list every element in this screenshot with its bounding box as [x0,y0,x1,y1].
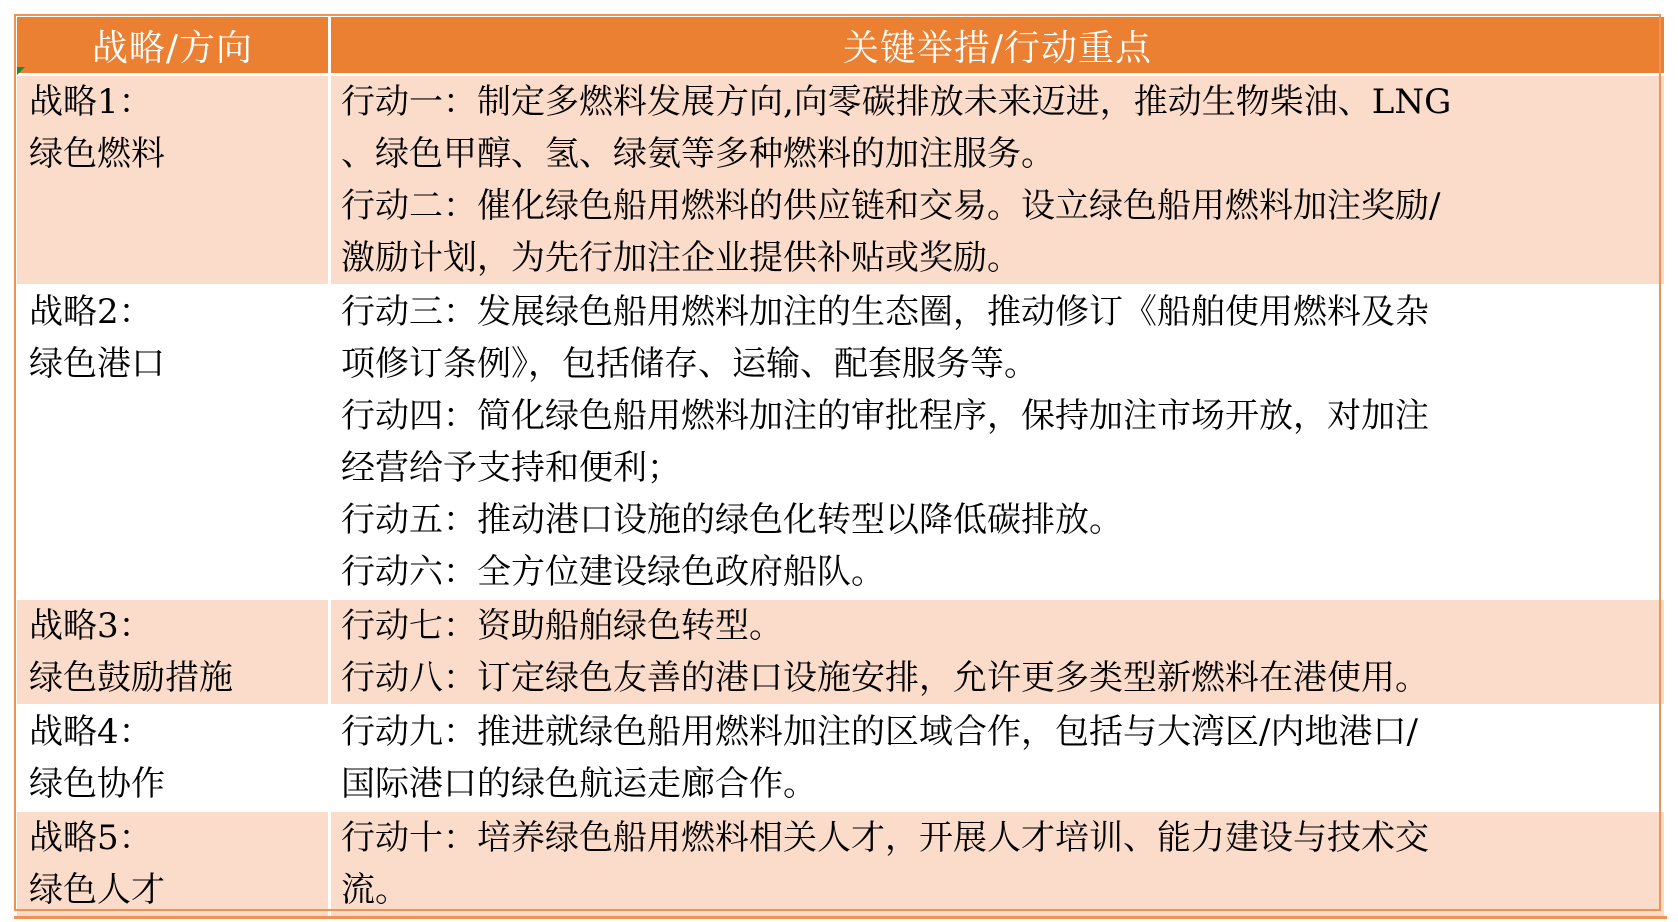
strategy-action-table [14,14,1667,919]
actions-cell [330,285,1666,599]
strategy-number: 战略3： [29,606,153,646]
strategy-cell [16,285,330,599]
header-actions: 关键举措/行动重点 [330,16,1666,75]
actions-cell [330,75,1666,286]
strategy-title: 绿色协作 [29,764,165,804]
action-line: 行动四：简化绿色船用燃料加注的审批程序，保持加注市场开放，对加注 [341,396,1429,436]
strategy-cell [16,705,330,811]
header-row [16,16,1666,75]
action-line: 行动三：发展绿色船用燃料加注的生态圈，推动修订《船舶使用燃料及杂 [341,292,1429,332]
action-line: 行动十：培养绿色船用燃料相关人才，开展人才培训、能力建设与技术交 [341,818,1429,858]
action-item [341,600,1658,652]
action-item [341,286,1658,390]
action-item [341,812,1658,916]
strategy-title: 绿色港口 [29,344,165,384]
strategy-cell [16,811,330,918]
action-line: 激励计划，为先行加注企业提供补贴或奖励。 [341,238,1021,278]
header-strategy: 战略/方向 [16,16,330,75]
action-item [341,706,1658,810]
action-line: 行动五：推动港口设施的绿色化转型以降低碳排放。 [341,500,1123,540]
action-line: 行动九：推进就绿色船用燃料加注的区域合作，包括与大湾区/内地港口/ [341,712,1418,752]
table-row [16,75,1666,286]
action-line: 行动八：订定绿色友善的港口设施安排，允许更多类型新燃料在港使用。 [341,658,1429,698]
table-row [16,811,1666,918]
strategy-number: 战略2： [29,292,153,332]
action-line: 行动六：全方位建设绿色政府船队。 [341,552,885,592]
actions-cell [330,599,1666,705]
table-row [16,705,1666,811]
strategy-cell [16,599,330,705]
action-item [341,652,1658,704]
strategy-number: 战略5： [29,818,153,858]
action-line: 、绿色甲醇、氢、绿氨等多种燃料的加注服务。 [341,134,1055,174]
action-item [341,180,1658,284]
strategy-title: 绿色鼓励措施 [29,658,233,698]
strategy-number: 战略4： [29,712,153,752]
action-item [341,76,1658,180]
action-line: 行动二：催化绿色船用燃料的供应链和交易。设立绿色船用燃料加注奖励/ [341,186,1441,226]
table-row [16,599,1666,705]
strategy-title: 绿色人才 [29,870,165,910]
action-line: 行动七：资助船舶绿色转型。 [341,606,783,646]
action-line: 经营给予支持和便利； [341,448,681,488]
strategy-title: 绿色燃料 [29,134,165,174]
actions-cell [330,705,1666,811]
action-line: 国际港口的绿色航运走廊合作。 [341,764,817,804]
strategy-cell [16,75,330,286]
table-row [16,285,1666,599]
action-line: 行动一：制定多燃料发展方向,向零碳排放未来迈进，推动生物柴油、LNG [341,82,1452,122]
strategy-number: 战略1： [29,82,153,122]
action-line: 项修订条例》，包括储存、运输、配套服务等。 [341,344,1038,384]
cell-comment-marker-icon [17,67,25,75]
action-line: 流。 [341,870,409,910]
actions-cell [330,811,1666,918]
action-item [341,546,1658,598]
action-item [341,494,1658,546]
action-item [341,390,1658,494]
